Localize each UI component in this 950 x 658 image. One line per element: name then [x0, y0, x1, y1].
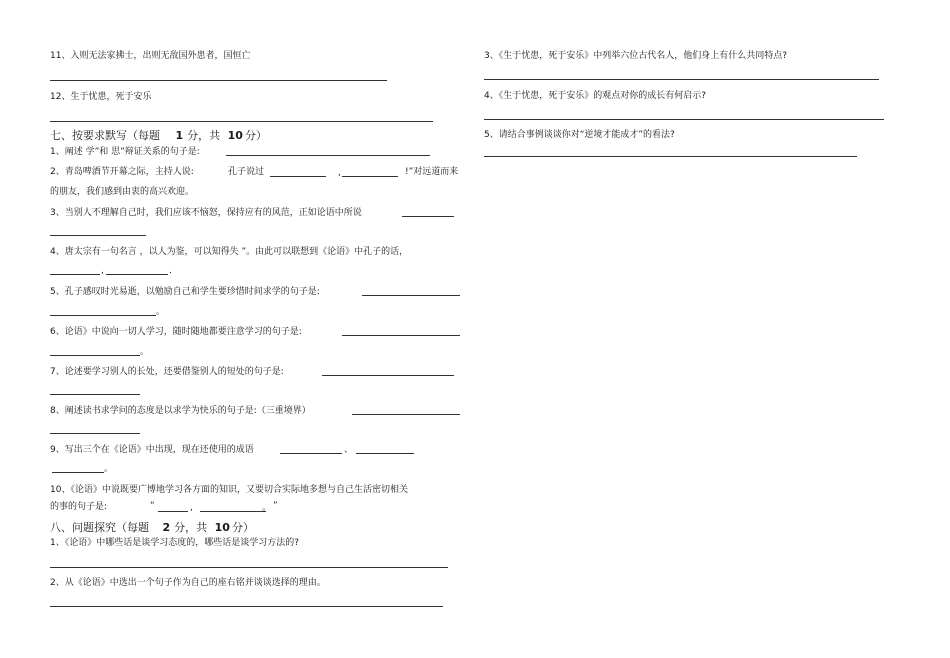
- answer-line: [484, 79, 879, 80]
- section-7-item-2-end: !”对远道而来: [405, 167, 459, 177]
- answer-line: [50, 606, 443, 607]
- period-mark: 。: [262, 503, 272, 513]
- answer-line: [158, 511, 188, 512]
- section-7-item-6: 6、论语》中说向一切人学习，随时随地都要注意学习的句子是:: [50, 327, 302, 337]
- section-7-item-5: 5、孔子感叹时光易逝，以勉励自己和学生要珍惜时间求学的句子是:: [50, 287, 320, 297]
- right-question-4: 4、《生于忧患，死于安乐》的观点对你的成长有何启示?: [484, 91, 707, 101]
- answer-line: [106, 274, 168, 275]
- section-7-end: 分）: [244, 129, 267, 142]
- answer-line: [50, 315, 156, 316]
- answer-line: [402, 216, 454, 217]
- section-8-points-total: 10: [214, 521, 230, 534]
- answer-line: [50, 394, 140, 395]
- comma-mark: ,: [338, 168, 341, 178]
- answer-line: [50, 567, 448, 568]
- answer-line: [484, 119, 884, 120]
- right-question-5: 5、请结合事例谈谈你对“逆境才能成才”的看法?: [484, 130, 675, 140]
- open-quote-mark: “: [150, 501, 155, 511]
- section-8-item-1: 1、《论语》中哪些话是谈学习态度的，哪些话是谈学习方法的?: [50, 538, 300, 548]
- answer-line: [484, 156, 857, 157]
- answer-line: [50, 121, 433, 122]
- answer-line: [270, 176, 326, 177]
- answer-line: [362, 295, 460, 296]
- period-mark: .: [169, 266, 172, 276]
- answer-line: [356, 453, 414, 454]
- section-8-heading: [50, 521, 254, 534]
- answer-line: [322, 375, 454, 376]
- section-8-end: 分）: [231, 521, 254, 534]
- period-mark: 。: [140, 347, 150, 357]
- section-8-title: 八、问题探究（每题: [50, 521, 149, 534]
- section-7-item-10-cont: 的事的句子是:: [50, 502, 108, 512]
- section-8-points-each: 2: [162, 521, 171, 534]
- comma-mark: ,: [101, 266, 104, 276]
- question-11: 11、入则无法家拂士，出则无敌国外患者，国恒亡: [50, 51, 251, 61]
- answer-line: [50, 355, 140, 356]
- section-8-item-2: 2、从《论语》中选出一个句子作为自己的座右铭并谈谈选择的理由。: [50, 578, 326, 588]
- section-8-mid: 分，共: [174, 521, 208, 534]
- question-12: 12、生于忧患，死于安乐: [50, 92, 152, 102]
- section-7-item-8: 8、阐述读书求学问的态度是以求学为快乐的句子是:（三重境界）: [50, 406, 311, 416]
- comma-mark: ,: [190, 503, 193, 513]
- close-quote-mark: ”: [273, 501, 278, 511]
- right-question-3: 3、《生于忧患，死于安乐》中列举六位古代名人，他们身上有什么共同特点?: [484, 51, 788, 61]
- answer-line: [50, 235, 146, 236]
- answer-line: [52, 472, 104, 473]
- section-7-item-2-cont: 的朋友，我们感到由衷的高兴欢迎。: [50, 187, 195, 197]
- answer-line: [226, 155, 430, 156]
- section-7-item-4: 4、唐太宗有一句名言 ，以人为鉴，可以知得失 ”。由此可以联想到《论语》中孔子的话，: [50, 247, 409, 257]
- period-mark: 。: [104, 464, 114, 474]
- section-7-mid: 分，共: [187, 129, 221, 142]
- answer-line: [342, 176, 398, 177]
- section-7-points-each: 1: [175, 129, 184, 142]
- section-7-item-2: 2、青岛啤酒节开幕之际，主持人说:: [50, 167, 194, 177]
- answer-line: [200, 511, 266, 512]
- section-7-item-3: 3、当别人不理解自己时，我们应该不恼怒，保持应有的风范，正如论语中所说: [50, 208, 362, 218]
- section-7-item-2-quote: 孔子说过: [228, 167, 265, 177]
- period-mark: 。: [156, 307, 166, 317]
- section-7-title: 七、按要求默写（每题: [50, 129, 160, 142]
- separator-mark: 、: [344, 445, 354, 455]
- section-7-item-9: 9、写出三个在《论语》中出现，现在还使用的成语: [50, 445, 254, 455]
- section-7-points-total: 10: [227, 129, 243, 142]
- section-7-heading: [50, 129, 267, 142]
- answer-line: [50, 80, 387, 81]
- answer-line: [352, 414, 460, 415]
- answer-line: [50, 433, 140, 434]
- answer-line: [50, 274, 100, 275]
- section-7-item-7: 7、论述要学习别人的长处，还要借鉴别人的短处的句子是:: [50, 367, 284, 377]
- section-7-item-10: 10、《论语》中说既要广博地学习各方面的知识，又要切合实际地多想与自己生活密切相关: [50, 485, 408, 495]
- answer-line: [280, 453, 342, 454]
- section-7-item-1: 1、阐述 学”和 思”辩证关系的句子是:: [50, 147, 200, 157]
- answer-line: [342, 335, 460, 336]
